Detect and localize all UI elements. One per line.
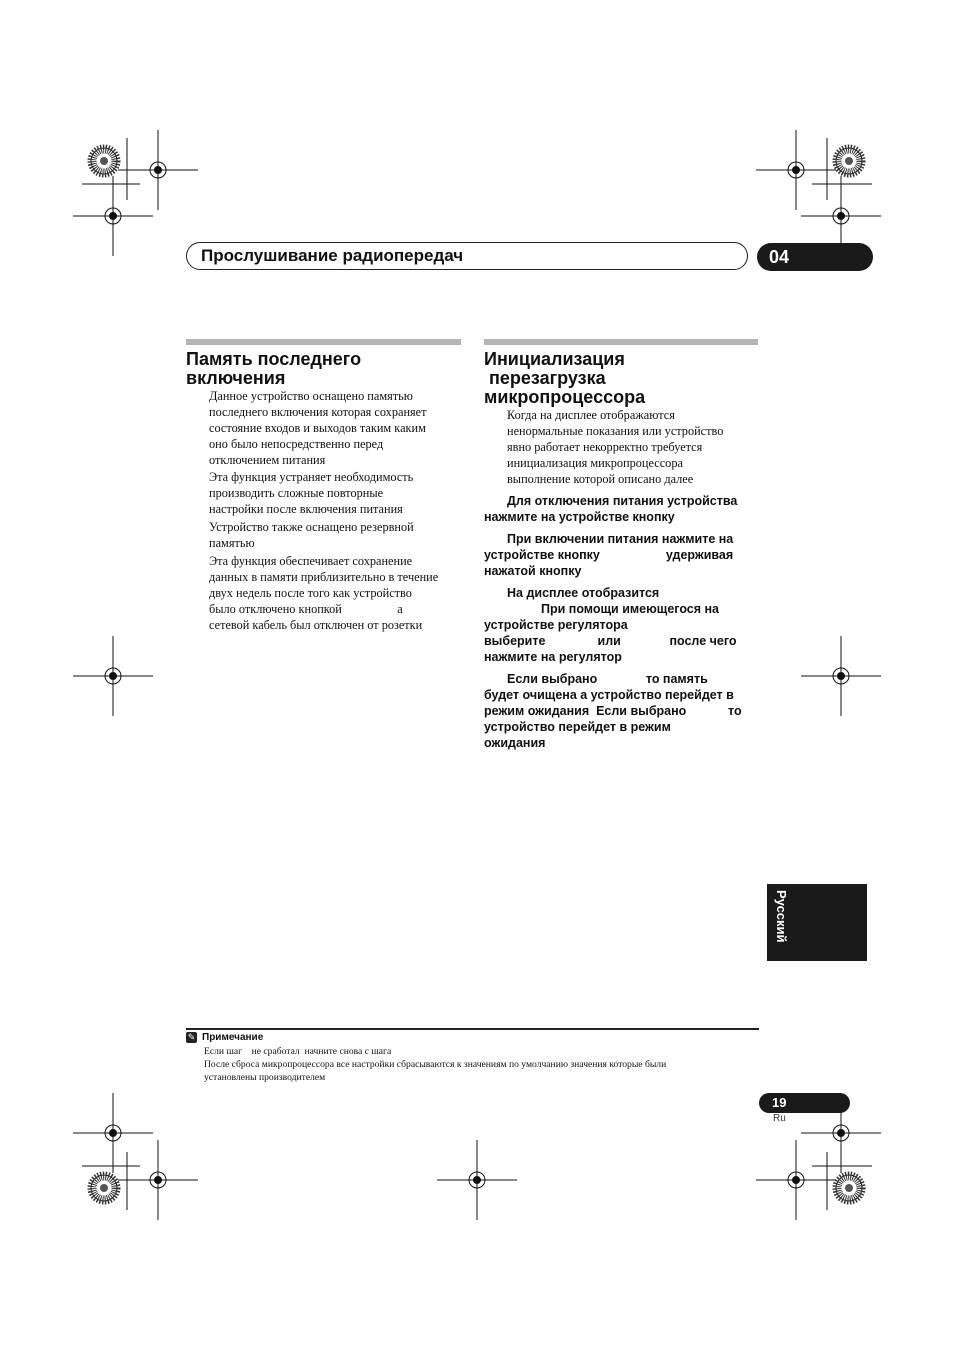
reset-steps (484, 493, 759, 751)
note-title: Примечание (202, 1032, 264, 1043)
step-1: Для отключения питания устройства нажмите на устройстве кнопку (484, 494, 738, 524)
step-3: На дисплее отобразится При помощи имеющегося на устройстве регулятора выберите или после чего нажмите на регулятор (484, 586, 737, 664)
page-title: Прослушивание радиопередач (201, 246, 464, 265)
corner-mark-top-right (756, 130, 881, 256)
corner-mark-top-left (73, 130, 198, 256)
section-rule-right (484, 339, 758, 345)
chapter-badge: 04 (757, 243, 873, 271)
note-divider (186, 1028, 759, 1030)
language-tab (767, 884, 867, 961)
step-4: Если выбрано то память будет очищена а устройство перейдет в режим ожидания Если выбрано то устройство перейдет в режим ожидания (484, 672, 742, 750)
last-memory-body: Данное устройство оснащено памятью последнего включения которая сохраняет состояние входов и выходов таким каким оно было непосредственно перед отключением питания Эта функция устраняет необходимость производить сложные повторные настройки после включения питания Устройство также оснащено резервной памятью Эта функция обеспечивает сохранение данных в памяти приблизительно в течение двух недель после того как устройство было отключено кнопкой а сетевой кабель был отключен от розетки (209, 389, 439, 632)
section-rule-left (186, 339, 461, 345)
page-number: 19 (759, 1093, 850, 1113)
reset-intro: Когда на дисплее отображаются ненормальные показания или устройство явно работает некорректно требуется инициализация микропроцессора выполнение которой описано далее (507, 408, 724, 486)
language-tab-label: Русский (774, 890, 789, 943)
note-body: Если шаг не сработал начните снова с шага После сброса микропроцессора все настройки сбрасываются к значениям по умолчанию значения которые были установлены производителем (204, 1046, 667, 1083)
corner-mark-bottom-left (73, 1093, 198, 1220)
section-heading-last-memory: Память последнего включения (186, 349, 362, 388)
note-pencil-icon: ✎ (187, 1032, 196, 1042)
page-language: Ru (773, 1113, 786, 1124)
step-2: При включении питания нажмите на устройстве кнопку удерживая нажатой кнопку (484, 532, 734, 578)
section-heading-reset: Инициализация перезагрузка микропроцессора (484, 349, 646, 407)
